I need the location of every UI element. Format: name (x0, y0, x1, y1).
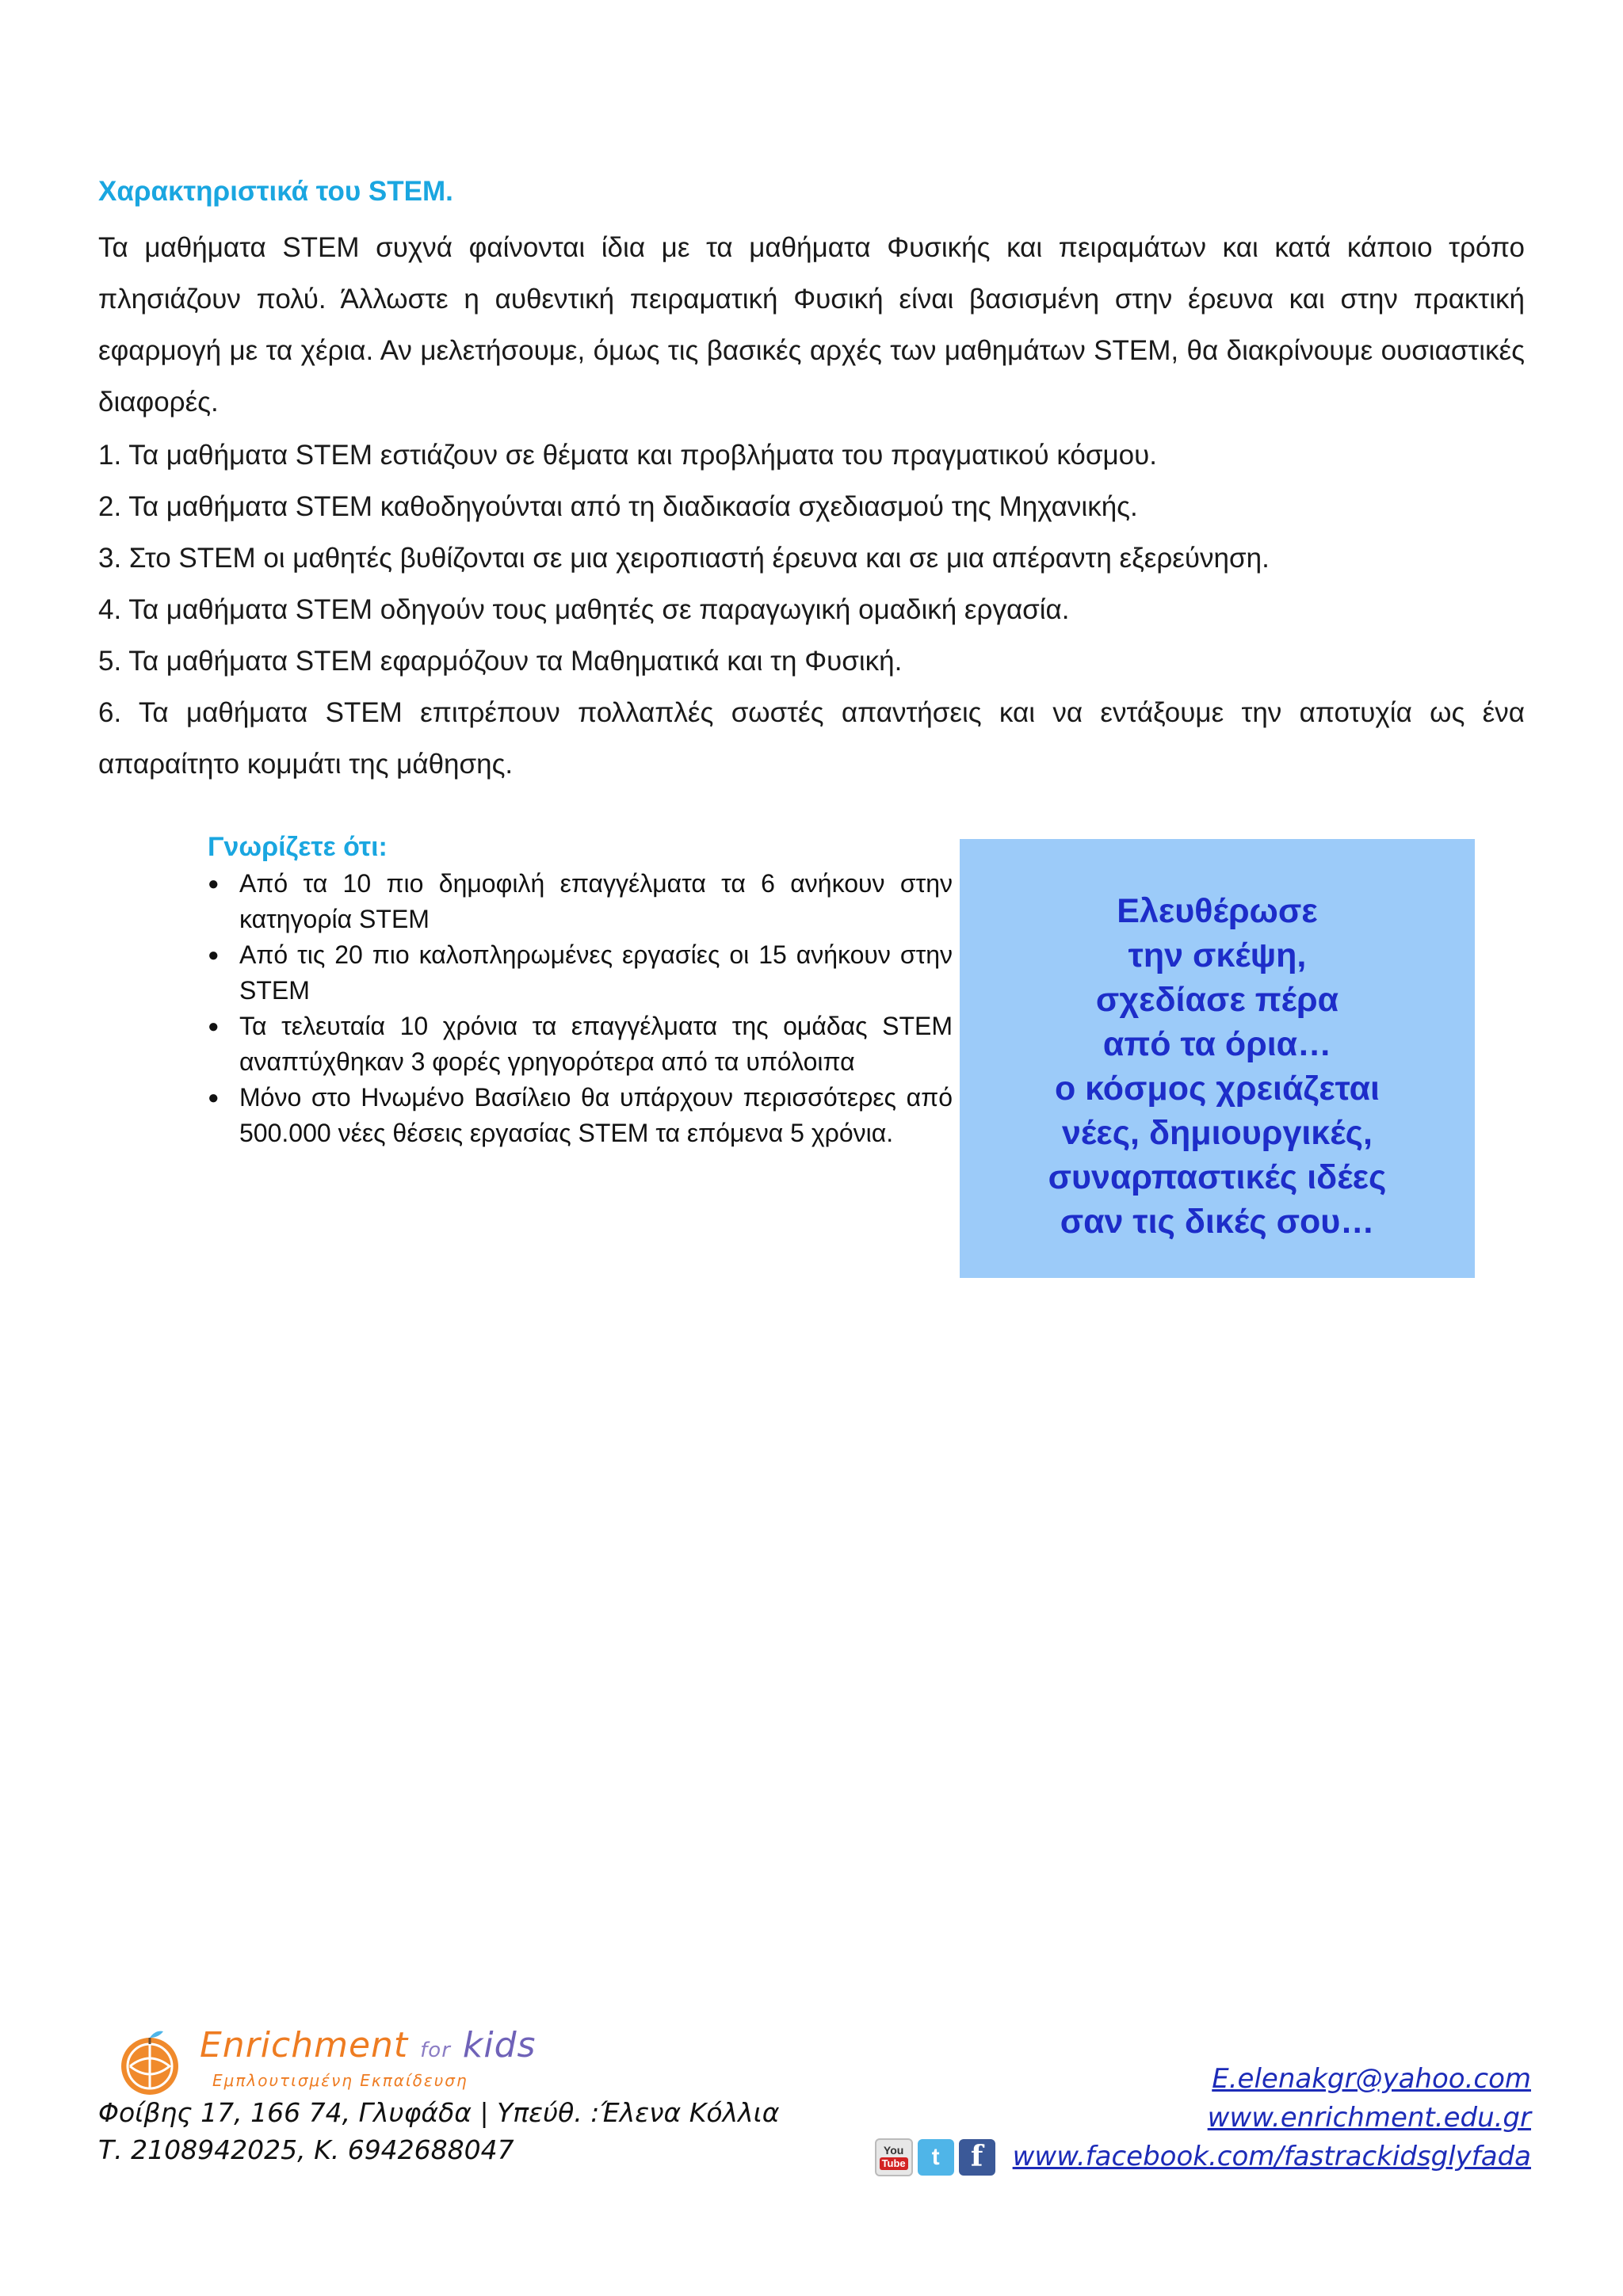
stem-features-list (98, 429, 1525, 790)
bullet-text: Από τις 20 πιο καλοπληρωμένες εργασίες οι 15 ανήκουν στην STEM (239, 940, 953, 1005)
list-item: 3. Στο STEM οι μαθητές βυθίζονται σε μια χειροπιαστή έρευνα και σε μια απέραντη εξερεύνηση. (98, 543, 1270, 574)
logo-name (200, 2025, 536, 2065)
address-line: Φοίβης 17, 166 74, Γλυφάδα | Υπεύθ. :Έλενα Κόλλια (98, 2097, 780, 2128)
logo-name-part: kids (462, 2025, 537, 2065)
quote-box (960, 839, 1475, 1278)
bullet-text: Από τα 10 πιο δημοφιλή επαγγέλματα τα 6 ανήκουν στην κατηγορία STEM (239, 869, 953, 933)
list-item (208, 1009, 953, 1080)
intro-paragraph: Τα μαθήματα STEM συχνά φαίνονται ίδια με τα μαθήματα Φυσικής και πειραμάτων και κατά κάποιο τρόπο πλησιάζουν πολύ. Άλλωστε η αυθεντική πειραματική Φυσική είναι βασισμένη στην έρευνα και στην πρακτική εφαρμογή με τα χέρια. Αν μελετήσουμε, όμως τις βασικές αρχές των μαθημάτων STEM, θα διακρίνουμε ουσιαστικές διαφορές. (98, 232, 1525, 418)
list-item: 5. Τα μαθήματα STEM εφαρμόζουν τα Μαθηματικά και τη Φυσική. (98, 646, 903, 677)
did-you-know-title: Γνωρίζετε ότι: (208, 832, 388, 862)
youtube-icon[interactable] (875, 2138, 913, 2176)
bullet-icon: ● (208, 1087, 220, 1108)
email-link[interactable]: E.elenakgr@yahoo.com (1212, 2063, 1531, 2095)
quote-line: ο κόσμος χρειάζεται (1054, 1070, 1381, 1108)
quote-line: από τα όρια… (1102, 1025, 1332, 1063)
list-item (208, 1080, 953, 1151)
quote-line: Ελευθέρωσε (1117, 892, 1318, 930)
quote-line: την σκέψη, (1128, 936, 1307, 974)
list-item: 2. Τα μαθήματα STEM καθοδηγούνται από τη διαδικασία σχεδιασμού της Μηχανικής. (98, 491, 1138, 522)
bullet-icon: ● (208, 944, 220, 966)
address-block (98, 2094, 780, 2168)
logo-name-part: for (420, 2039, 451, 2062)
quote-line: συναρπαστικές ιδέες (1048, 1158, 1387, 1196)
apple-globe-icon (114, 2027, 185, 2098)
logo-name-part: Enrichment (200, 2025, 409, 2065)
section-title: Χαρακτηριστικά του STEM. (98, 176, 453, 207)
list-item: 1. Τα μαθήματα STEM εστιάζουν σε θέματα και προβλήματα του πραγματικού κόσμου. (98, 440, 1157, 471)
did-you-know-box (208, 832, 953, 1151)
list-item: 6. Τα μαθήματα STEM επιτρέπουν πολλαπλές σωστές απαντήσεις και να εντάξουμε την αποτυχία ως ένα απαραίτητο κομμάτι της μάθησης. (98, 697, 1525, 780)
social-icons (875, 2138, 995, 2176)
website-link[interactable]: www.enrichment.edu.gr (1207, 2102, 1531, 2134)
logo-tagline: Εμπλουτισμένη Εκπαίδευση (212, 2071, 468, 2090)
list-item (208, 937, 953, 1009)
facebook-icon[interactable]: f (959, 2139, 995, 2176)
youtube-icon-text: You (883, 2143, 904, 2157)
bullet-text: Τα τελευταία 10 χρόνια τα επαγγέλματα της ομάδας STEM αναπτύχθηκαν 3 φορές γρηγορότερα από τα υπόλοιπα (239, 1012, 953, 1076)
youtube-icon-text: Tube (880, 2157, 908, 2170)
list-item: 4. Τα μαθήματα STEM οδηγούν τους μαθητές σε παραγωγική ομαδική εργασία. (98, 594, 1070, 625)
quote-text (1048, 873, 1387, 1244)
contact-links (875, 2060, 1531, 2176)
facebook-link[interactable]: www.facebook.com/fastrackidsglyfada (1012, 2141, 1531, 2172)
quote-line: σαν τις δικές σου… (1060, 1203, 1375, 1241)
twitter-icon[interactable]: t (918, 2139, 954, 2176)
bullet-icon: ● (208, 873, 220, 894)
bullet-icon: ● (208, 1016, 220, 1037)
list-item (208, 866, 953, 937)
did-you-know-list (208, 866, 953, 1151)
enrichment-logo (114, 2019, 542, 2098)
quote-line: σχεδίασε πέρα (1095, 981, 1339, 1019)
phone-line: Τ. 2108942025, Κ. 6942688047 (98, 2134, 514, 2165)
bullet-text: Μόνο στο Ηνωμένο Βασίλειο θα υπάρχουν περισσότερες από 500.000 νέες θέσεις εργασίας STEM τα επόμενα 5 χρόνια. (239, 1083, 953, 1147)
social-row (875, 2138, 1531, 2176)
quote-line: νέες, δημιουργικές, (1061, 1114, 1373, 1152)
